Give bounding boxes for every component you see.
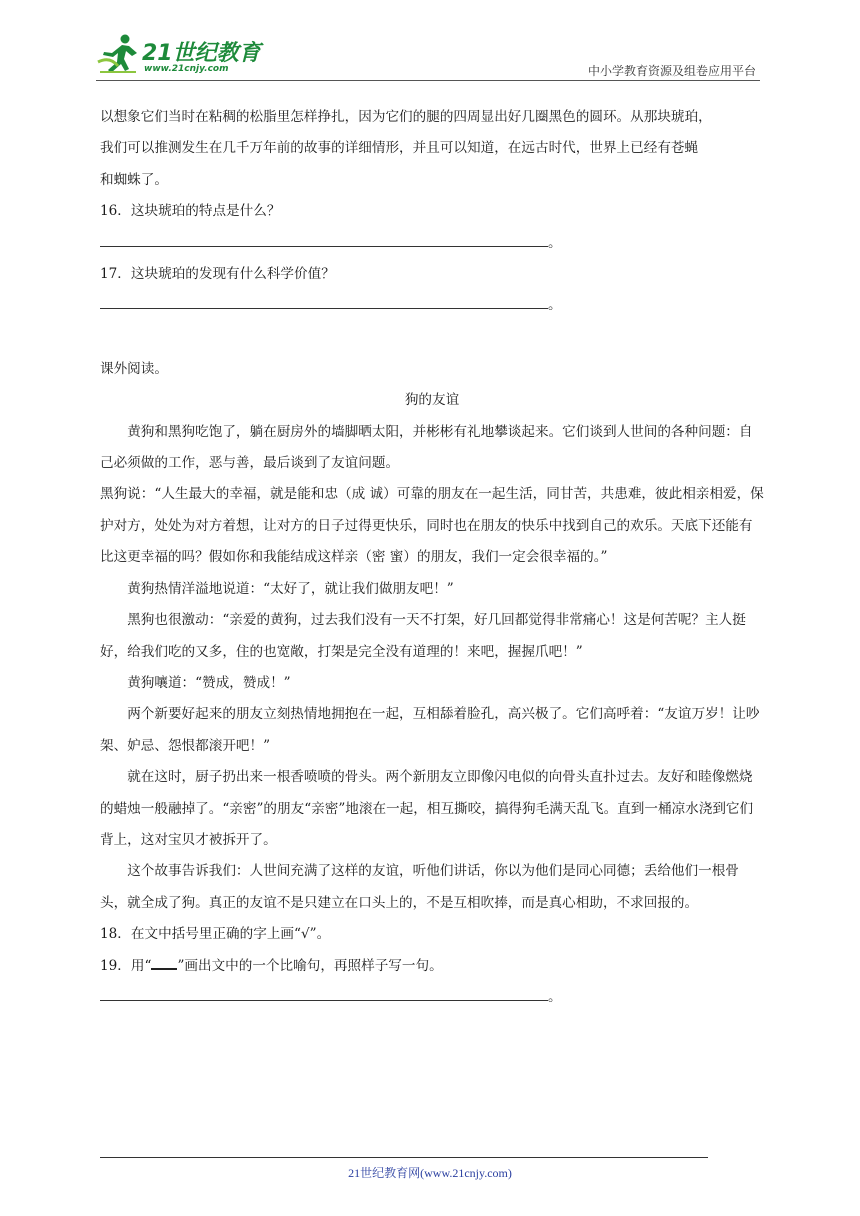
- logo: [96, 30, 266, 78]
- story-paragraph: 黄狗嚷道：“赞成，赞成！”: [127, 674, 291, 691]
- section-label: 课外阅读。: [100, 360, 168, 377]
- line-end: 。: [548, 234, 562, 251]
- line-end: 。: [548, 988, 562, 1005]
- logo-url: www.21cnjy.com: [144, 64, 229, 74]
- answer-blank[interactable]: [100, 986, 548, 1001]
- answer-blank[interactable]: [100, 232, 548, 247]
- underline-sample: [151, 956, 177, 970]
- question-19: 19．用“ ”画出文中的一个比喻句，再照样子写一句。: [100, 957, 443, 974]
- platform-name: 中小学教育资源及组卷应用平台: [587, 64, 756, 78]
- question-18: 18．在文中括号里正确的字上画“√”。: [100, 926, 331, 943]
- passage-line: 我们可以推测发生在几千万年前的故事的详细情形，并且可以知道，在远古时代，世界上已经有苍蝇: [100, 140, 699, 157]
- document-body: [100, 102, 764, 1013]
- passage-line: 和蜘蛛了。: [100, 171, 168, 188]
- story-paragraph: 这个故事告诉我们：人世间充满了这样的友谊，听他们讲话，你以为他们是同心同德；丢给他们一根骨头，就全成了狗。真正的友谊不是只建立在口头上的，不是互相吹捧，而是真心相助，不求回报的。: [100, 863, 739, 911]
- story-paragraph: 黄狗和黑狗吃饱了，躺在厨房外的墙脚晒太阳，并彬彬有礼地攀谈起来。它们谈到人世间的各种问题：自己必须做的工作，恶与善，最后谈到了友谊问题。: [100, 423, 753, 472]
- story-paragraph: 黑狗说：“人生最大的幸福，就是能和忠（成 诚）可靠的朋友在一起生活，同甘苦，共患难，彼此相亲相爱，保护对方，处处为对方着想，让对方的日子过得更快乐，同时也在朋友的快乐中找到自己的欢乐。天底下还能有比这更幸福的吗？假如你和我能结成这样亲（密 蜜）的朋友，我们一定会很幸福的。”: [100, 486, 764, 566]
- passage-line: 以想象它们当时在粘稠的松脂里怎样挣扎，因为它们的腿的四周显出好几圈黑色的圆环。从那块琥珀，: [100, 109, 712, 125]
- story-paragraph: 黄狗热情洋溢地说道：“太好了，就让我们做朋友吧！”: [127, 580, 454, 597]
- logo-text: 21世纪教育: [142, 41, 261, 66]
- story-title: 狗的友谊: [404, 392, 460, 409]
- footer-divider: [100, 1157, 708, 1158]
- question-17: 17．这块琥珀的发现有什么科学价值？: [100, 266, 335, 283]
- story-paragraph: 黑狗也很激动：“亲爱的黄狗，过去我们没有一天不打架，好几回都觉得非常痛心！这是何苦呢？主人挺好，给我们吃的又多，住的也宽敞，打架是完全没有道理的！来吧，握握爪吧！”: [100, 612, 746, 660]
- story-paragraph: 就在这时，厨子扔出来一根香喷喷的骨头。两个新朋友立即像闪电似的向骨头直扑过去。友好和睦像燃烧的蜡烛一般融掉了。“亲密”的朋友“亲密”地滚在一起，相互撕咬，搞得狗毛满天乱飞。直到一桶凉水浇到它们背上，这对宝贝才被拆开了。: [100, 769, 754, 848]
- line-end: 。: [548, 297, 562, 314]
- runner-logo-icon: [96, 32, 142, 78]
- question-16: 16．这块琥珀的特点是什么？: [100, 203, 281, 220]
- page-footer: 21世纪教育网(www.21cnjy.com): [348, 1166, 512, 1180]
- header-divider: [96, 80, 760, 81]
- page-header: [96, 30, 760, 80]
- story-paragraph: 两个新要好起来的朋友立刻热情地拥抱在一起，互相舔着脸孔，高兴极了。它们高呼着：“友谊万岁！让吵架、妒忌、怨恨都滚开吧！”: [100, 706, 760, 754]
- answer-blank[interactable]: [100, 294, 548, 309]
- answer-line-19[interactable]: [100, 982, 764, 1013]
- answer-line-17[interactable]: [100, 290, 764, 321]
- answer-line-16[interactable]: [100, 228, 764, 259]
